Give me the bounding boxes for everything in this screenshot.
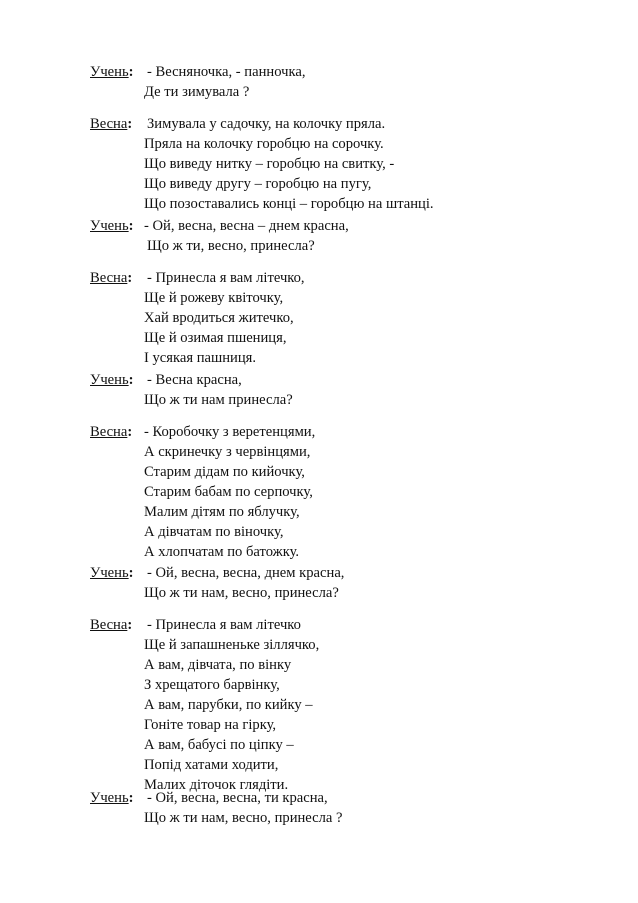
verse-line: - Весняночка, - панночка, [147, 64, 306, 80]
speaker-name: Учень: [90, 790, 134, 806]
dialogue-block [90, 268, 610, 368]
verse-line: - Коробочку з веретенцями, [144, 424, 316, 440]
dialogue-block [90, 788, 610, 828]
verse-line: Що ж ти нам, весно, принесла ? [144, 810, 343, 826]
verse-line: Малим дітям по яблучку, [144, 504, 300, 520]
speaker-name: Учень: [90, 218, 134, 234]
verse-line: Хай вродиться житечко, [144, 310, 294, 326]
verse-line: Що позоставались конці – горобцю на штанці. [144, 196, 434, 212]
verse-line: Що ж ти, весно, принесла? [147, 238, 315, 254]
speaker-name: Весна: [90, 116, 133, 132]
dialogue-line [90, 370, 610, 390]
dialogue-line [90, 62, 610, 82]
verse-line: З хрещатого барвінку, [144, 677, 280, 693]
verse-line: А вам, парубки, по кийку – [144, 697, 313, 713]
verse-line: А вам, бабусі по ціпку – [144, 737, 294, 753]
dialogue-line [90, 288, 610, 308]
dialogue-line [90, 583, 610, 603]
verse-line: Пряла на колочку горобцю на сорочку. [144, 136, 384, 152]
verse-line: Ще й запашненьке зіллячко, [144, 637, 320, 653]
speaker-name: Весна: [90, 424, 133, 440]
dialogue-block [90, 216, 610, 256]
verse-line: А дівчатам по віночку, [144, 524, 284, 540]
dialogue-block [90, 422, 610, 562]
dialogue-block [90, 114, 610, 214]
dialogue-line [90, 808, 610, 828]
dialogue-line [90, 615, 610, 635]
verse-line: І усякая пашниця. [144, 350, 257, 366]
dialogue-line [90, 635, 610, 655]
dialogue-line [90, 462, 610, 482]
speaker-name: Весна: [90, 617, 133, 633]
verse-line: Зимувала у садочку, на колочку пряла. [147, 116, 386, 132]
speaker-name: Учень: [90, 372, 134, 388]
dialogue-line [90, 542, 610, 562]
dialogue-line [90, 82, 610, 102]
dialogue-line [90, 695, 610, 715]
dialogue-line [90, 735, 610, 755]
verse-line: Попід хатами ходити, [144, 757, 279, 773]
verse-line: - Ой, весна, весна – днем красна, [144, 218, 349, 234]
dialogue-line [90, 328, 610, 348]
verse-line: - Ой, весна, весна, ти красна, [147, 790, 328, 806]
verse-line: Старим дідам по кийочку, [144, 464, 305, 480]
dialogue-line [90, 236, 610, 256]
dialogue-block [90, 615, 610, 795]
dialogue-line [90, 675, 610, 695]
speaker-name: Учень: [90, 565, 134, 581]
verse-line: А хлопчатам по батожку. [144, 544, 300, 560]
verse-line: А вам, дівчата, по вінку [144, 657, 292, 673]
dialogue-line [90, 268, 610, 288]
dialogue-line [90, 755, 610, 775]
verse-line: - Ой, весна, весна, днем красна, [147, 565, 345, 581]
verse-line: - Принесла я вам літечко [147, 617, 301, 633]
verse-line: Що ж ти нам принесла? [144, 392, 293, 408]
dialogue-line [90, 114, 610, 134]
dialogue-line [90, 788, 610, 808]
dialogue-line [90, 134, 610, 154]
dialogue-line [90, 154, 610, 174]
dialogue-block [90, 370, 610, 410]
verse-line: А скринечку з червінцями, [144, 444, 311, 460]
dialogue-line [90, 216, 610, 236]
dialogue-line [90, 655, 610, 675]
dialogue-line [90, 442, 610, 462]
dialogue-line [90, 422, 610, 442]
speaker-name: Учень: [90, 64, 134, 80]
dialogue-line [90, 522, 610, 542]
dialogue-block [90, 62, 610, 102]
verse-line: Що виведу другу – горобцю на пугу, [144, 176, 372, 192]
dialogue-line [90, 390, 610, 410]
verse-line: Ще й рожеву квіточку, [144, 290, 284, 306]
dialogue-line [90, 502, 610, 522]
verse-line: Малих діточок глядіти. [144, 777, 289, 793]
verse-line: Що виведу нитку – горобцю на свитку, - [144, 156, 395, 172]
verse-line: Що ж ти нам, весно, принесла? [144, 585, 339, 601]
verse-line: - Весна красна, [147, 372, 242, 388]
dialogue-line [90, 482, 610, 502]
verse-line: Гоніте товар на гірку, [144, 717, 277, 733]
dialogue-line [90, 715, 610, 735]
verse-line: Старим бабам по серпочку, [144, 484, 313, 500]
verse-line: Де ти зимувала ? [144, 84, 250, 100]
dialogue-block [90, 563, 610, 603]
dialogue-line [90, 174, 610, 194]
dialogue-line [90, 194, 610, 214]
dialogue-line [90, 563, 610, 583]
dialogue-line [90, 348, 610, 368]
verse-line: - Принесла я вам літечко, [147, 270, 305, 286]
verse-line: Ще й озимая пшениця, [144, 330, 287, 346]
speaker-name: Весна: [90, 270, 133, 286]
dialogue-line [90, 308, 610, 328]
